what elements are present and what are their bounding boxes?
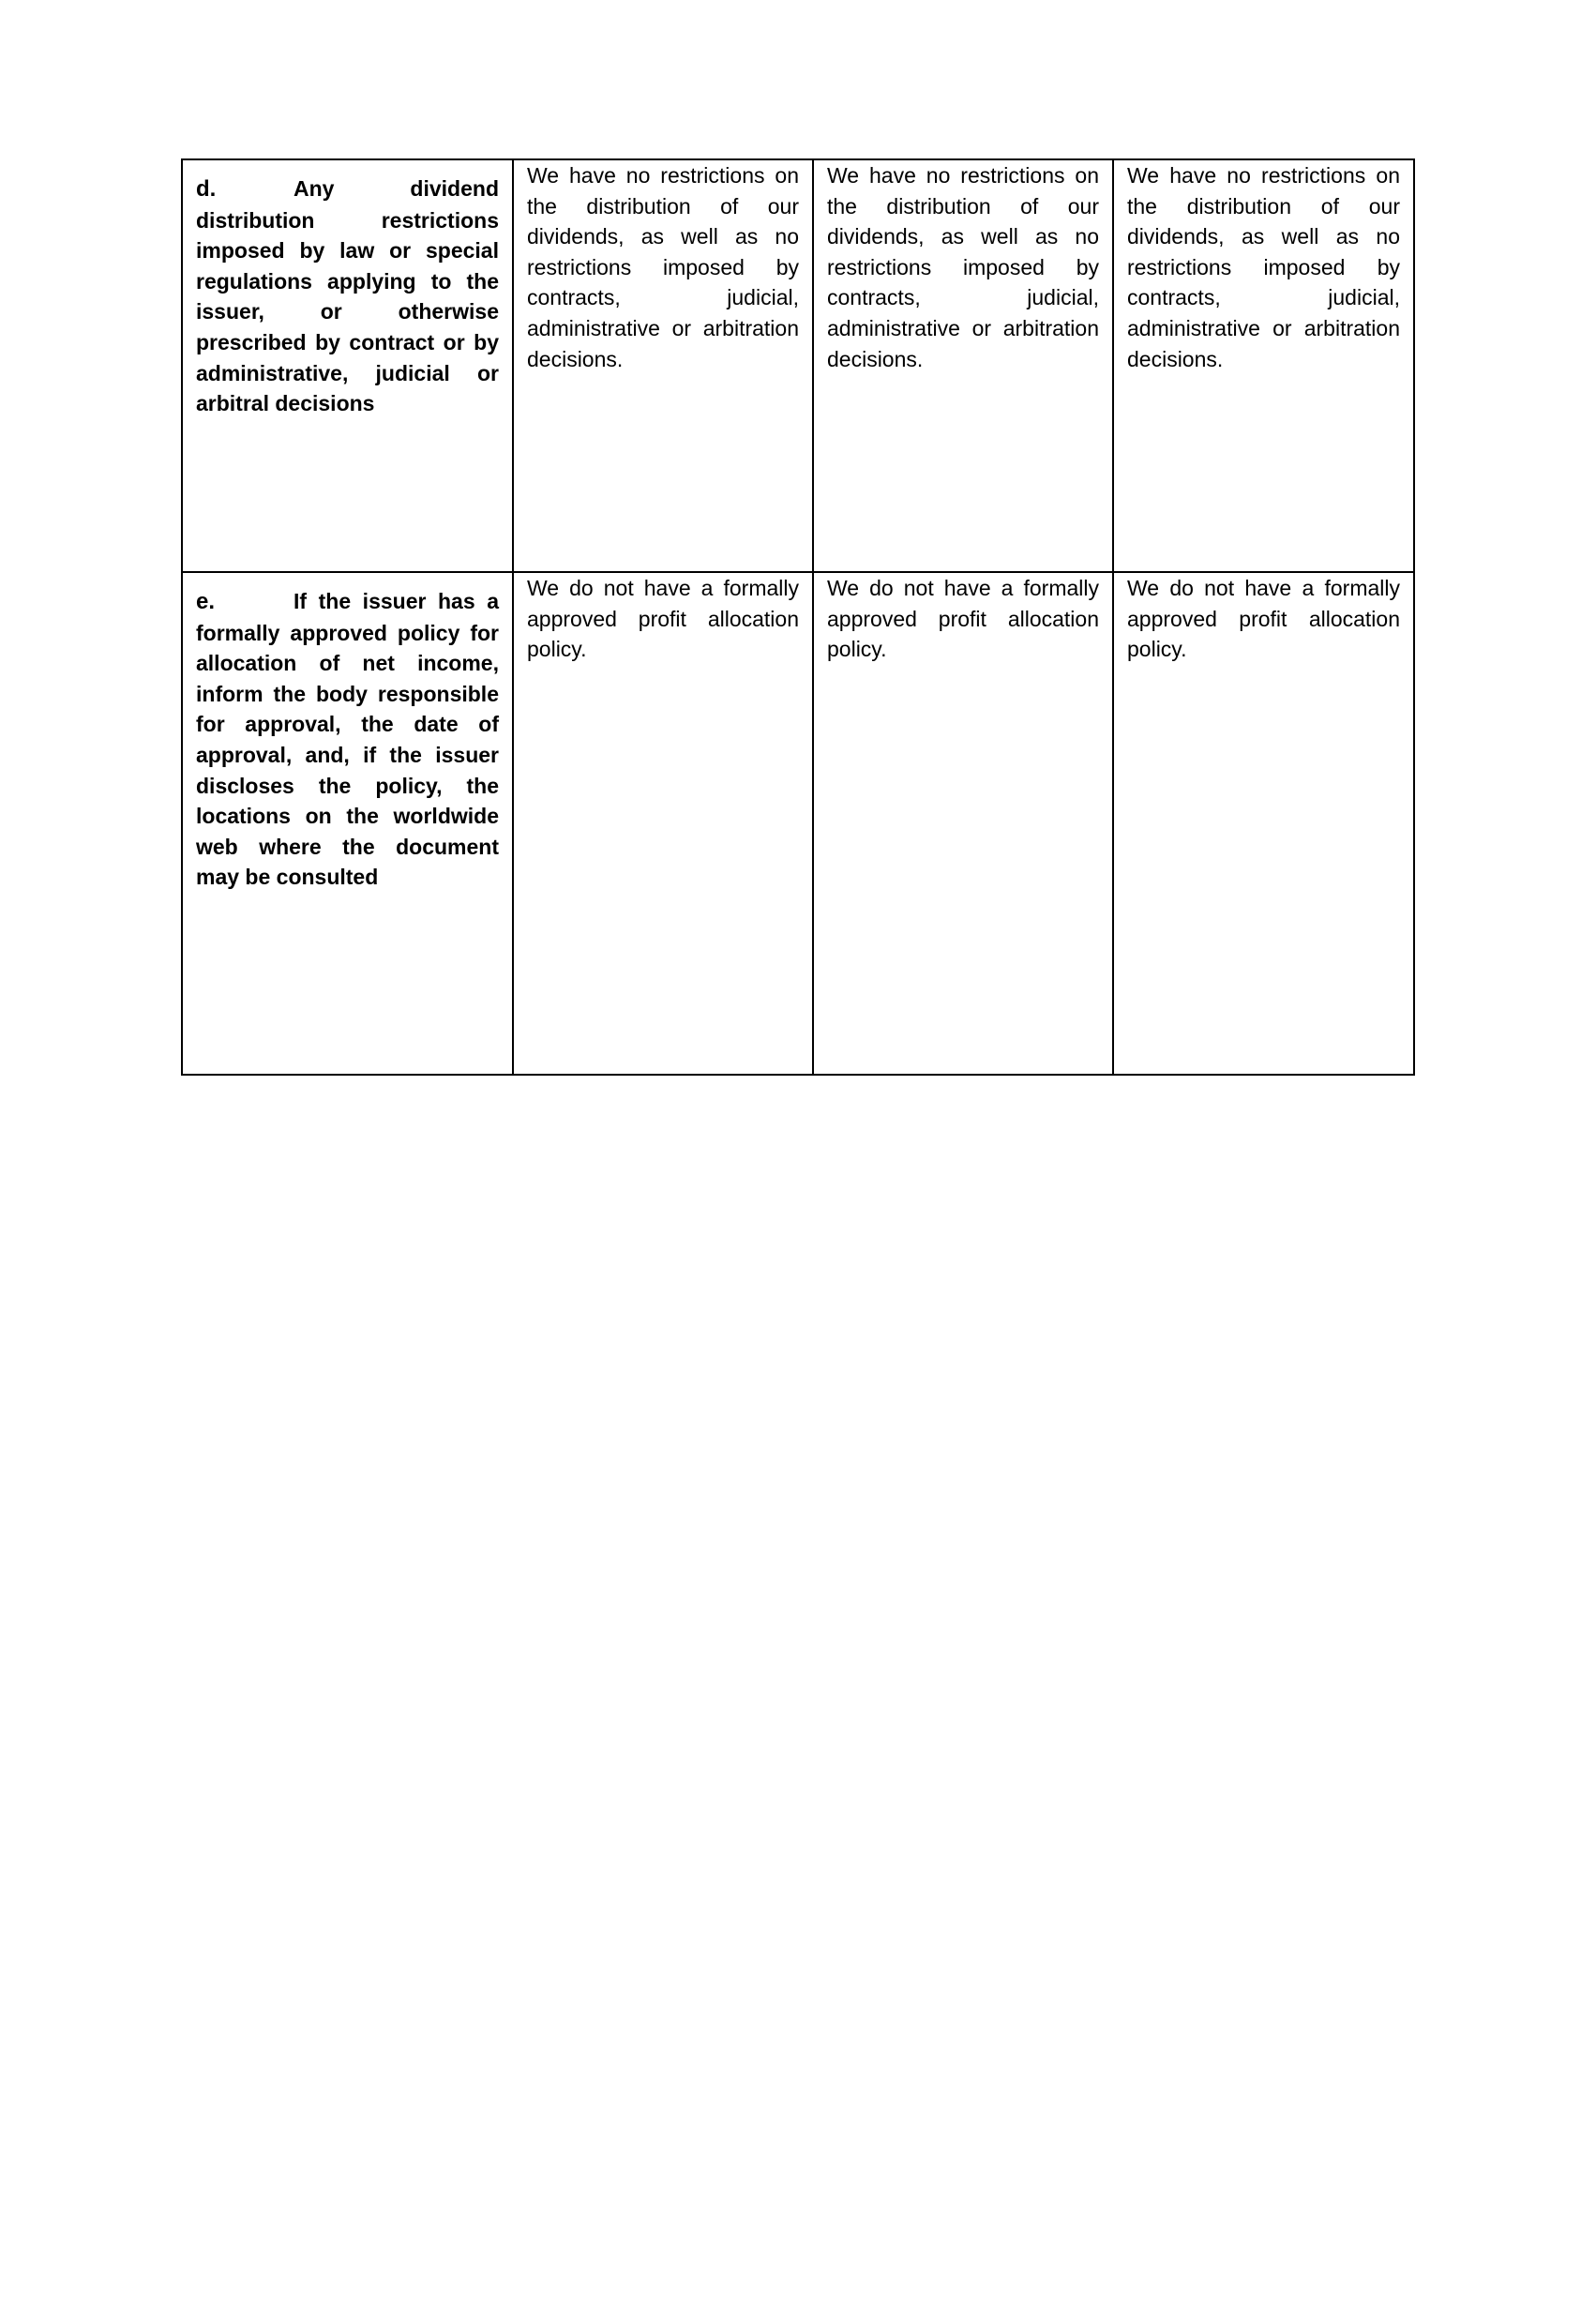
question-cell-e xyxy=(182,572,513,1075)
item-letter-d: d. xyxy=(196,176,217,202)
answer-cell-d-1: We have no restrictions on the distribution of our dividends, as well as no restrictions imposed by contracts, judicial, administrative or arbitration decisions. xyxy=(513,159,813,572)
question-text-e: If the issuer has a formally approved policy for allocation of net income, inform the body responsible for approval, the date of approval, and, if the issuer discloses the policy, the locations on the worldwide web where the document may be consulted xyxy=(196,589,499,890)
question-text-d: Any dividend distribution restrictions imposed by law or special regulations applying to the issuer, or otherwise prescribed by contract or by administrative, judicial or arbitral decisions xyxy=(196,176,499,416)
answer-cell-d-2: We have no restrictions on the distribution of our dividends, as well as no restrictions imposed by contracts, judicial, administrative or arbitration decisions. xyxy=(813,159,1113,572)
answer-cell-d-3: We have no restrictions on the distribution of our dividends, as well as no restrictions imposed by contracts, judicial, administrative or arbitration decisions. xyxy=(1113,159,1414,572)
disclosure-table xyxy=(181,158,1415,1076)
table-row-e xyxy=(182,572,1414,1075)
answer-cell-e-1: We do not have a formally approved profit allocation policy. xyxy=(513,572,813,1075)
answer-cell-e-2: We do not have a formally approved profit allocation policy. xyxy=(813,572,1113,1075)
question-cell-d xyxy=(182,159,513,572)
table-row-d xyxy=(182,159,1414,572)
item-letter-e: e. xyxy=(196,589,216,614)
answer-cell-e-3: We do not have a formally approved profit allocation policy. xyxy=(1113,572,1414,1075)
